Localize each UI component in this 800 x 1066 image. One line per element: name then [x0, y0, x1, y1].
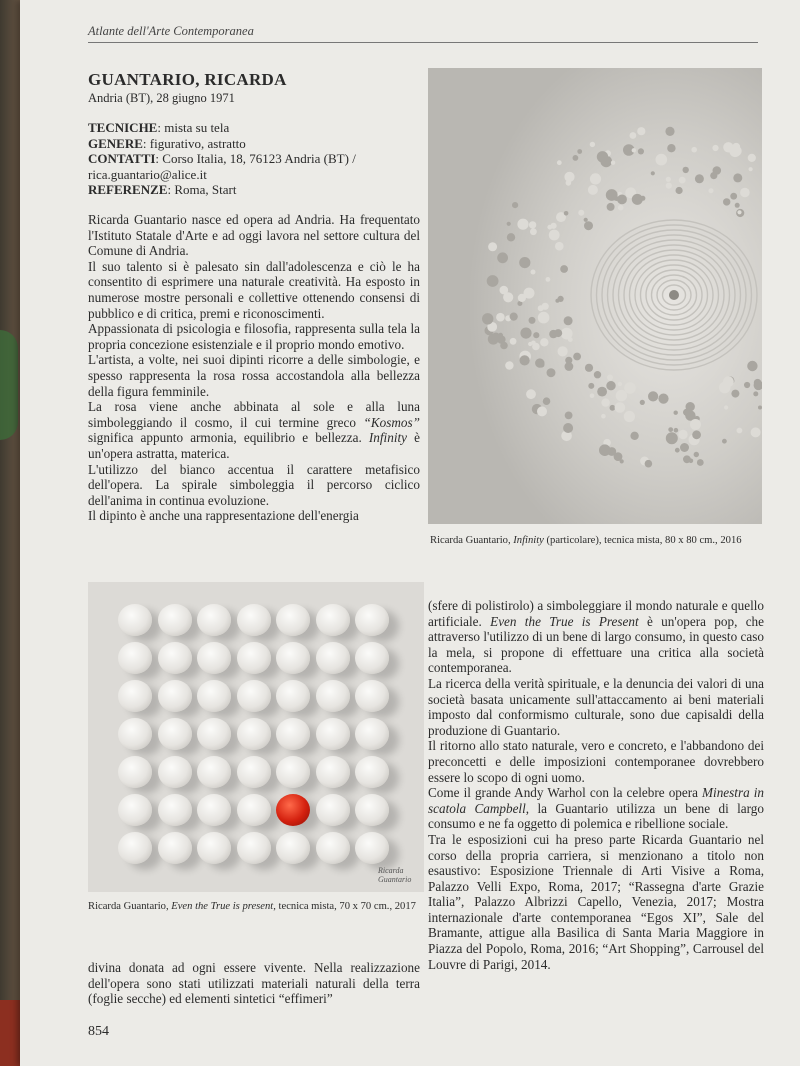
artist-facts	[88, 120, 418, 198]
white-sphere	[158, 642, 192, 674]
bio-paragraph: Tra le esposizioni cui ha preso parte Ricarda Guantario nel corso della propria carriera, si menzionano a titolo non esaustivo: Esposizione Triennale di Arti Visive a Roma, Palazzo Velli Expo, Roma, 2017; “Rassegna d'arte Grazie Italia”, Palazzo Albrizzi Capello, Venezia, 2017; Mostra internazionale d'arte contemporanea “Egos XI”, Sale del Bramante, attigue alla Basilica di Santa Maria Maggiore in Piazza del Popolo, Roma, 2016; “Art Shopping”, Carrousel del Louvre di Parigi, 2014.	[428, 831, 764, 972]
caption-title: Infinity	[513, 535, 544, 546]
text-run-italic: Even the True is Present	[490, 613, 639, 629]
fact-label: GENERE	[88, 135, 143, 151]
white-sphere	[197, 604, 231, 636]
white-sphere	[158, 832, 192, 864]
fact-tecniche	[88, 120, 418, 136]
text-run: La rosa viene anche abbinata al sole e alla luna simboleggiando il cosmo, il cui termine greco	[88, 399, 420, 430]
fact-value: : Corso Italia, 18, 76123 Andria (BT) / rica.guantario@alice.it	[88, 151, 356, 182]
white-sphere	[197, 794, 231, 826]
white-sphere	[316, 756, 350, 788]
white-sphere	[197, 680, 231, 712]
text-run: (sfere di polistirolo) a simboleggiare il mondo naturale e quello artificiale.	[428, 598, 764, 629]
fact-label: REFERENZE	[88, 182, 168, 197]
text-run: Come il grande Andy Warhol con la celebre opera	[428, 785, 703, 801]
biography-right-column	[428, 598, 764, 972]
fact-value: : Roma, Start	[167, 182, 237, 197]
text-run: è un'opera pop, che attraverso l'utilizzo di un bene di largo consumo, in questo caso la mela, si propone di effettuare una critica alla società contemporanea.	[428, 613, 765, 676]
white-sphere	[276, 832, 310, 864]
fact-label: TECNICHE	[88, 120, 158, 135]
fact-contatti	[88, 151, 418, 182]
bio-paragraph: Ricarda Guantario nasce ed opera ad Andria. Ha frequentato l'Istituto Statale d'Arte e ad oggi lavora nel settore cultura del Comune di Andria.	[88, 212, 420, 259]
caption-even-the-true	[88, 900, 424, 914]
fact-value: : figurativo, astratto	[142, 135, 246, 151]
white-sphere	[316, 832, 350, 864]
white-sphere	[276, 718, 310, 750]
text-run: , la Guantario utilizza un bene di largo consumo e ne fa oggetto di polemica e ribellione sociale.	[428, 800, 764, 832]
white-sphere	[158, 680, 192, 712]
white-sphere	[316, 680, 350, 712]
bio-paragraph: La ricerca della verità spirituale, e la denuncia dei valori di una società basata unicamente sull'attaccamento ai beni materiali imposto dal conformismo culturale, sono due capisaldi della produzione di Guantario.	[428, 675, 764, 738]
artist-signature: Ricarda Guantario	[378, 866, 412, 884]
white-sphere	[276, 604, 310, 636]
bio-paragraph: Appassionata di psicologia e filosofia, rappresenta sulla tela la propria concezione esistenziale e il proprio mondo emotivo.	[88, 321, 420, 352]
white-sphere	[355, 642, 389, 674]
white-sphere	[316, 718, 350, 750]
biography-continuation: divina donata ad ogni essere vivente. Nella realizzazione dell'opera sono stati utilizzati materiali naturali della terra (foglie secche) ed elementi sintetici “effimeri”	[88, 960, 420, 1007]
white-sphere	[197, 832, 231, 864]
white-sphere	[237, 604, 271, 636]
white-sphere	[276, 642, 310, 674]
white-sphere	[237, 832, 271, 864]
white-sphere	[355, 604, 389, 636]
white-sphere	[355, 718, 389, 750]
biography-left-column	[88, 212, 420, 524]
white-sphere	[118, 680, 152, 712]
white-sphere	[316, 642, 350, 674]
artwork-even-the-true-image	[88, 582, 424, 892]
white-sphere	[118, 756, 152, 788]
white-sphere	[158, 604, 192, 636]
bio-paragraph	[88, 399, 420, 461]
caption-details: (particolare), tecnica mista, 80 x 80 cm., 2016	[543, 535, 742, 546]
text-run: significa appunto armonia, equilibrio e bellezza.	[88, 430, 369, 446]
red-apple	[276, 794, 310, 826]
bio-paragraph: L'utilizzo del bianco accentua il carattere metafisico dell'opera. La spirale simboleggia il percorso ciclico dell'anima in continua evoluzione.	[88, 461, 420, 508]
bio-paragraph	[428, 598, 764, 676]
white-sphere	[197, 642, 231, 674]
text-run-italic: Infinity	[368, 430, 407, 446]
white-sphere	[355, 756, 389, 788]
caption-infinity	[430, 534, 770, 547]
fact-label: CONTATTI	[88, 151, 156, 166]
page-number: 854	[88, 1024, 109, 1039]
white-sphere	[158, 794, 192, 826]
caption-author: Ricarda Guantario,	[88, 901, 172, 912]
white-sphere	[237, 642, 271, 674]
artist-birth: Andria (BT), 28 giugno 1971	[88, 91, 235, 105]
white-sphere	[118, 642, 152, 674]
white-sphere	[237, 794, 271, 826]
white-sphere	[118, 604, 152, 636]
white-sphere	[237, 680, 271, 712]
white-sphere	[355, 832, 389, 864]
white-sphere	[276, 756, 310, 788]
white-sphere	[237, 718, 271, 750]
infinity-artwork-graphic	[428, 68, 762, 524]
white-sphere	[118, 832, 152, 864]
white-sphere	[355, 794, 389, 826]
caption-title: Even the True is present	[171, 901, 274, 912]
white-sphere	[118, 794, 152, 826]
text-run: è un'opera astratta, materica.	[88, 430, 421, 461]
white-sphere	[355, 680, 389, 712]
artwork-infinity-image	[428, 68, 762, 524]
fact-genere	[88, 136, 418, 152]
caption-author: Ricarda Guantario,	[430, 535, 514, 546]
white-sphere	[316, 604, 350, 636]
text-run-italic: Minestra in scatola Campbell	[428, 785, 764, 816]
header-rule	[88, 42, 758, 43]
text-run-italic: “Kosmos”	[363, 414, 420, 430]
white-sphere	[197, 756, 231, 788]
bio-paragraph	[428, 785, 764, 832]
caption-details: , tecnica mista, 70 x 70 cm., 2017	[273, 901, 416, 912]
white-sphere	[158, 718, 192, 750]
white-sphere	[118, 718, 152, 750]
white-sphere	[237, 756, 271, 788]
white-sphere	[316, 794, 350, 826]
white-sphere	[276, 680, 310, 712]
bio-paragraph: Il dipinto è anche una rappresentazione dell'energia	[88, 508, 359, 524]
background-plant	[0, 330, 18, 440]
fact-referenze	[88, 182, 418, 198]
running-header: Atlante dell'Arte Contemporanea	[88, 24, 254, 38]
white-sphere	[197, 718, 231, 750]
fact-value: : mista su tela	[157, 120, 230, 135]
bio-paragraph: Il suo talento si è palesato sin dall'adolescenza e ciò le ha consentito di esprimere una naturale creatività. Ha esposto in numerose mostre personali e collettive ottenendo consensi di pubblico e di critica, premi e riconoscimenti.	[88, 258, 420, 321]
artist-name: GUANTARIO, RICARDA	[88, 70, 287, 89]
bio-paragraph: Il ritorno allo stato naturale, vero e concreto, e l'abbandono dei preconcetti e delle imposizioni contemporanee dovrebbero essere lo scopo di ogni uomo.	[428, 738, 764, 785]
bio-paragraph: L'artista, a volte, nei suoi dipinti ricorre a delle simbologie, e spesso rappresenta la rosa rossa accostandola alla bellezza della figura femminile.	[88, 352, 420, 399]
white-sphere	[158, 756, 192, 788]
